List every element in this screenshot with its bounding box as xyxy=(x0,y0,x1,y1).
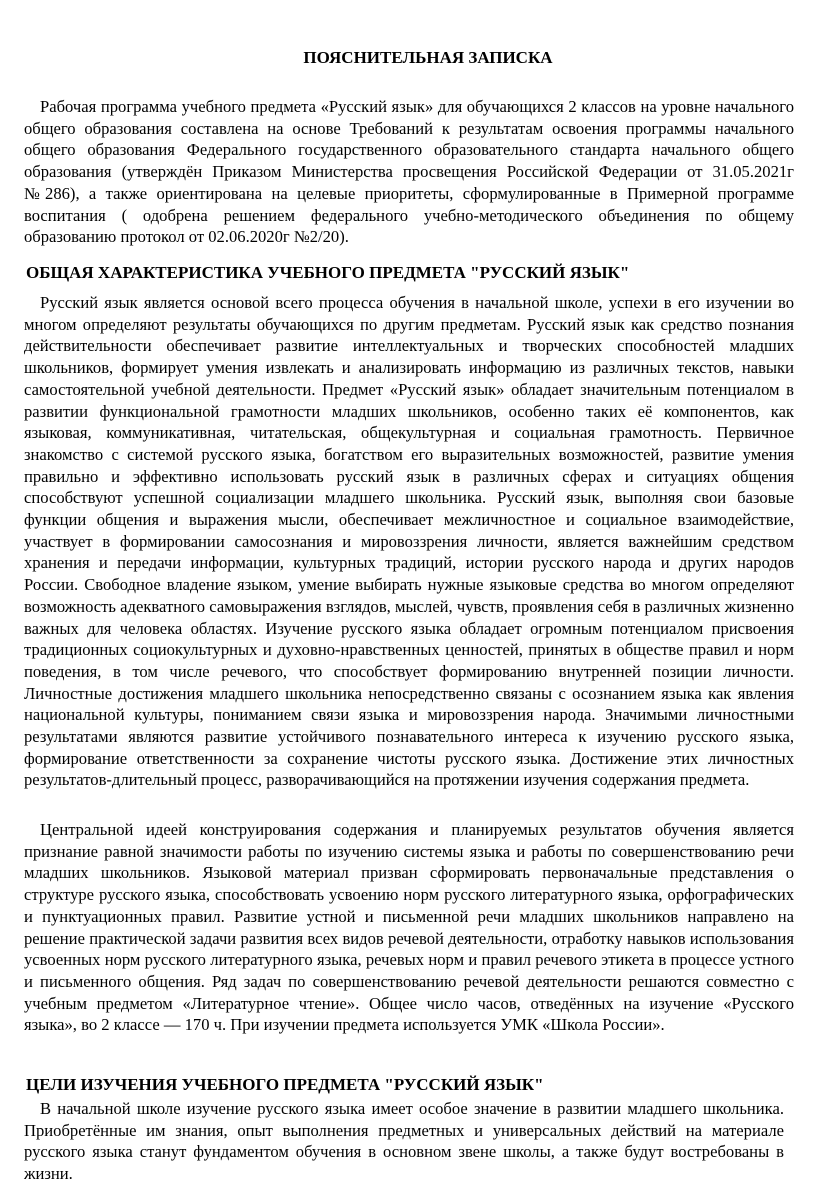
section-heading-general-characteristics: ОБЩАЯ ХАРАКТЕРИСТИКА УЧЕБНОГО ПРЕДМЕТА "РУССКИЙ ЯЗЫК" xyxy=(26,263,630,282)
general-characteristics-paragraph-1: Русский язык является основой всего процесса обучения в начальной школе, успехи в его изучении во многом определяют результаты обучающихся по другим предметам. Русский язык как средство познания действительности обеспечивает развитие интеллектуальных и творческих способностей младших школьников, формирует умения извлекать и анализировать информацию из различных текстов, навыки самостоятельной учебной деятельности. Предмет «Русский язык» обладает значительным потенциалом в развитии функциональной грамотности младших школьников, особенно таких её компонентов, как языковая, коммуникативная, читательская, общекультурная и социальная грамотность. Первичное знакомство с системой русского языка, богатством его выразительных возможностей, развитие умения правильно и эффективно использовать русский язык в различных сферах и ситуациях общения способствуют успешной социализации младшего школьника. Русский язык, выполняя свои базовые функции общения и выражения мысли, обеспечивает межличностное и социальное взаимодействие, участвует в формировании самосознания и мировоззрения личности, является важнейшим средством хранения и передачи информации, культурных традиций, истории русского народа и других народов России. Свободное владение языком, умение выбирать нужные языковые средства во многом определяют возможность адекватного самовыражения взглядов, мыслей, чувств, проявления себя в различных жизненно важных для человека областях. Изучение русского языка обладает огромным потенциалом присвоения традиционных социокультурных и духовно-нравственных ценностей, принятых в обществе правил и норм поведения, в том числе речевого, что способствует формированию внутренней позиции личности. Личностные достижения младшего школьника непосредственно связаны с осознанием языка как явления национальной культуры, пониманием связи языка и мировоззрения народа. Значимыми личностными результатами являются развитие устойчивого познавательного интереса к изучению русского языка, формирование ответственности за сохранение чистоты русского языка. Достижение этих личностных результатов-длительный процесс, разворачивающийся на протяжении изучения содержания предмета. xyxy=(24,293,794,790)
document-title: ПОЯСНИТЕЛЬНАЯ ЗАПИСКА xyxy=(303,48,553,67)
study-goals-paragraph-1: В начальной школе изучение русского языка имеет особое значение в развитии младшего школьника. Приобретённые им знания, опыт выполнения предметных и универсальных действий на материале русского языка станут фундаментом обучения в основном звене школы, а также будут востребованы в жизни. xyxy=(24,1099,784,1184)
section-heading-study-goals: ЦЕЛИ ИЗУЧЕНИЯ УЧЕБНОГО ПРЕДМЕТА "РУССКИЙ ЯЗЫК" xyxy=(26,1075,544,1094)
intro-paragraph: Рабочая программа учебного предмета «Русский язык» для обучающихся 2 классов на уровне начального общего образования составлена на основе Требований к результатам освоения программы начального общего образования Федерального государственного образовательного стандарта начального общего образования (утверждён Приказом Министерства просвещения Российской Федерации от 31.05.2021г №286), а также ориентирована на целевые приоритеты, сформулированные в Примерной программе воспитания ( одобрена решением федерального учебно-методического объединения по общему образованию протокол от 02.06.2020г №2/20). xyxy=(24,97,794,247)
general-characteristics-paragraph-2: Центральной идеей конструирования содержания и планируемых результатов обучения является признание равной значимости работы по изучению системы языка и работы по совершенствованию речи младших школьников. Языковой материал призван сформировать первоначальные представления о структуре русского языка, способствовать усвоению норм русского литературного языка, орфографических и пунктуационных правил. Развитие устной и письменной речи младших школьников направлено на решение практической задачи развития всех видов речевой деятельности, отработку навыков использования усвоенных норм русского литературного языка, речевых норм и правил речевого этикета в процессе устного и письменного общения. Ряд задач по совершенствованию речевой деятельности решаются совместно с учебным предметом «Литературное чтение». Общее число часов, отведённых на изучение «Русского языка», во 2 классе — 170 ч. При изучении предмета используется УМК «Школа России». xyxy=(24,820,794,1035)
